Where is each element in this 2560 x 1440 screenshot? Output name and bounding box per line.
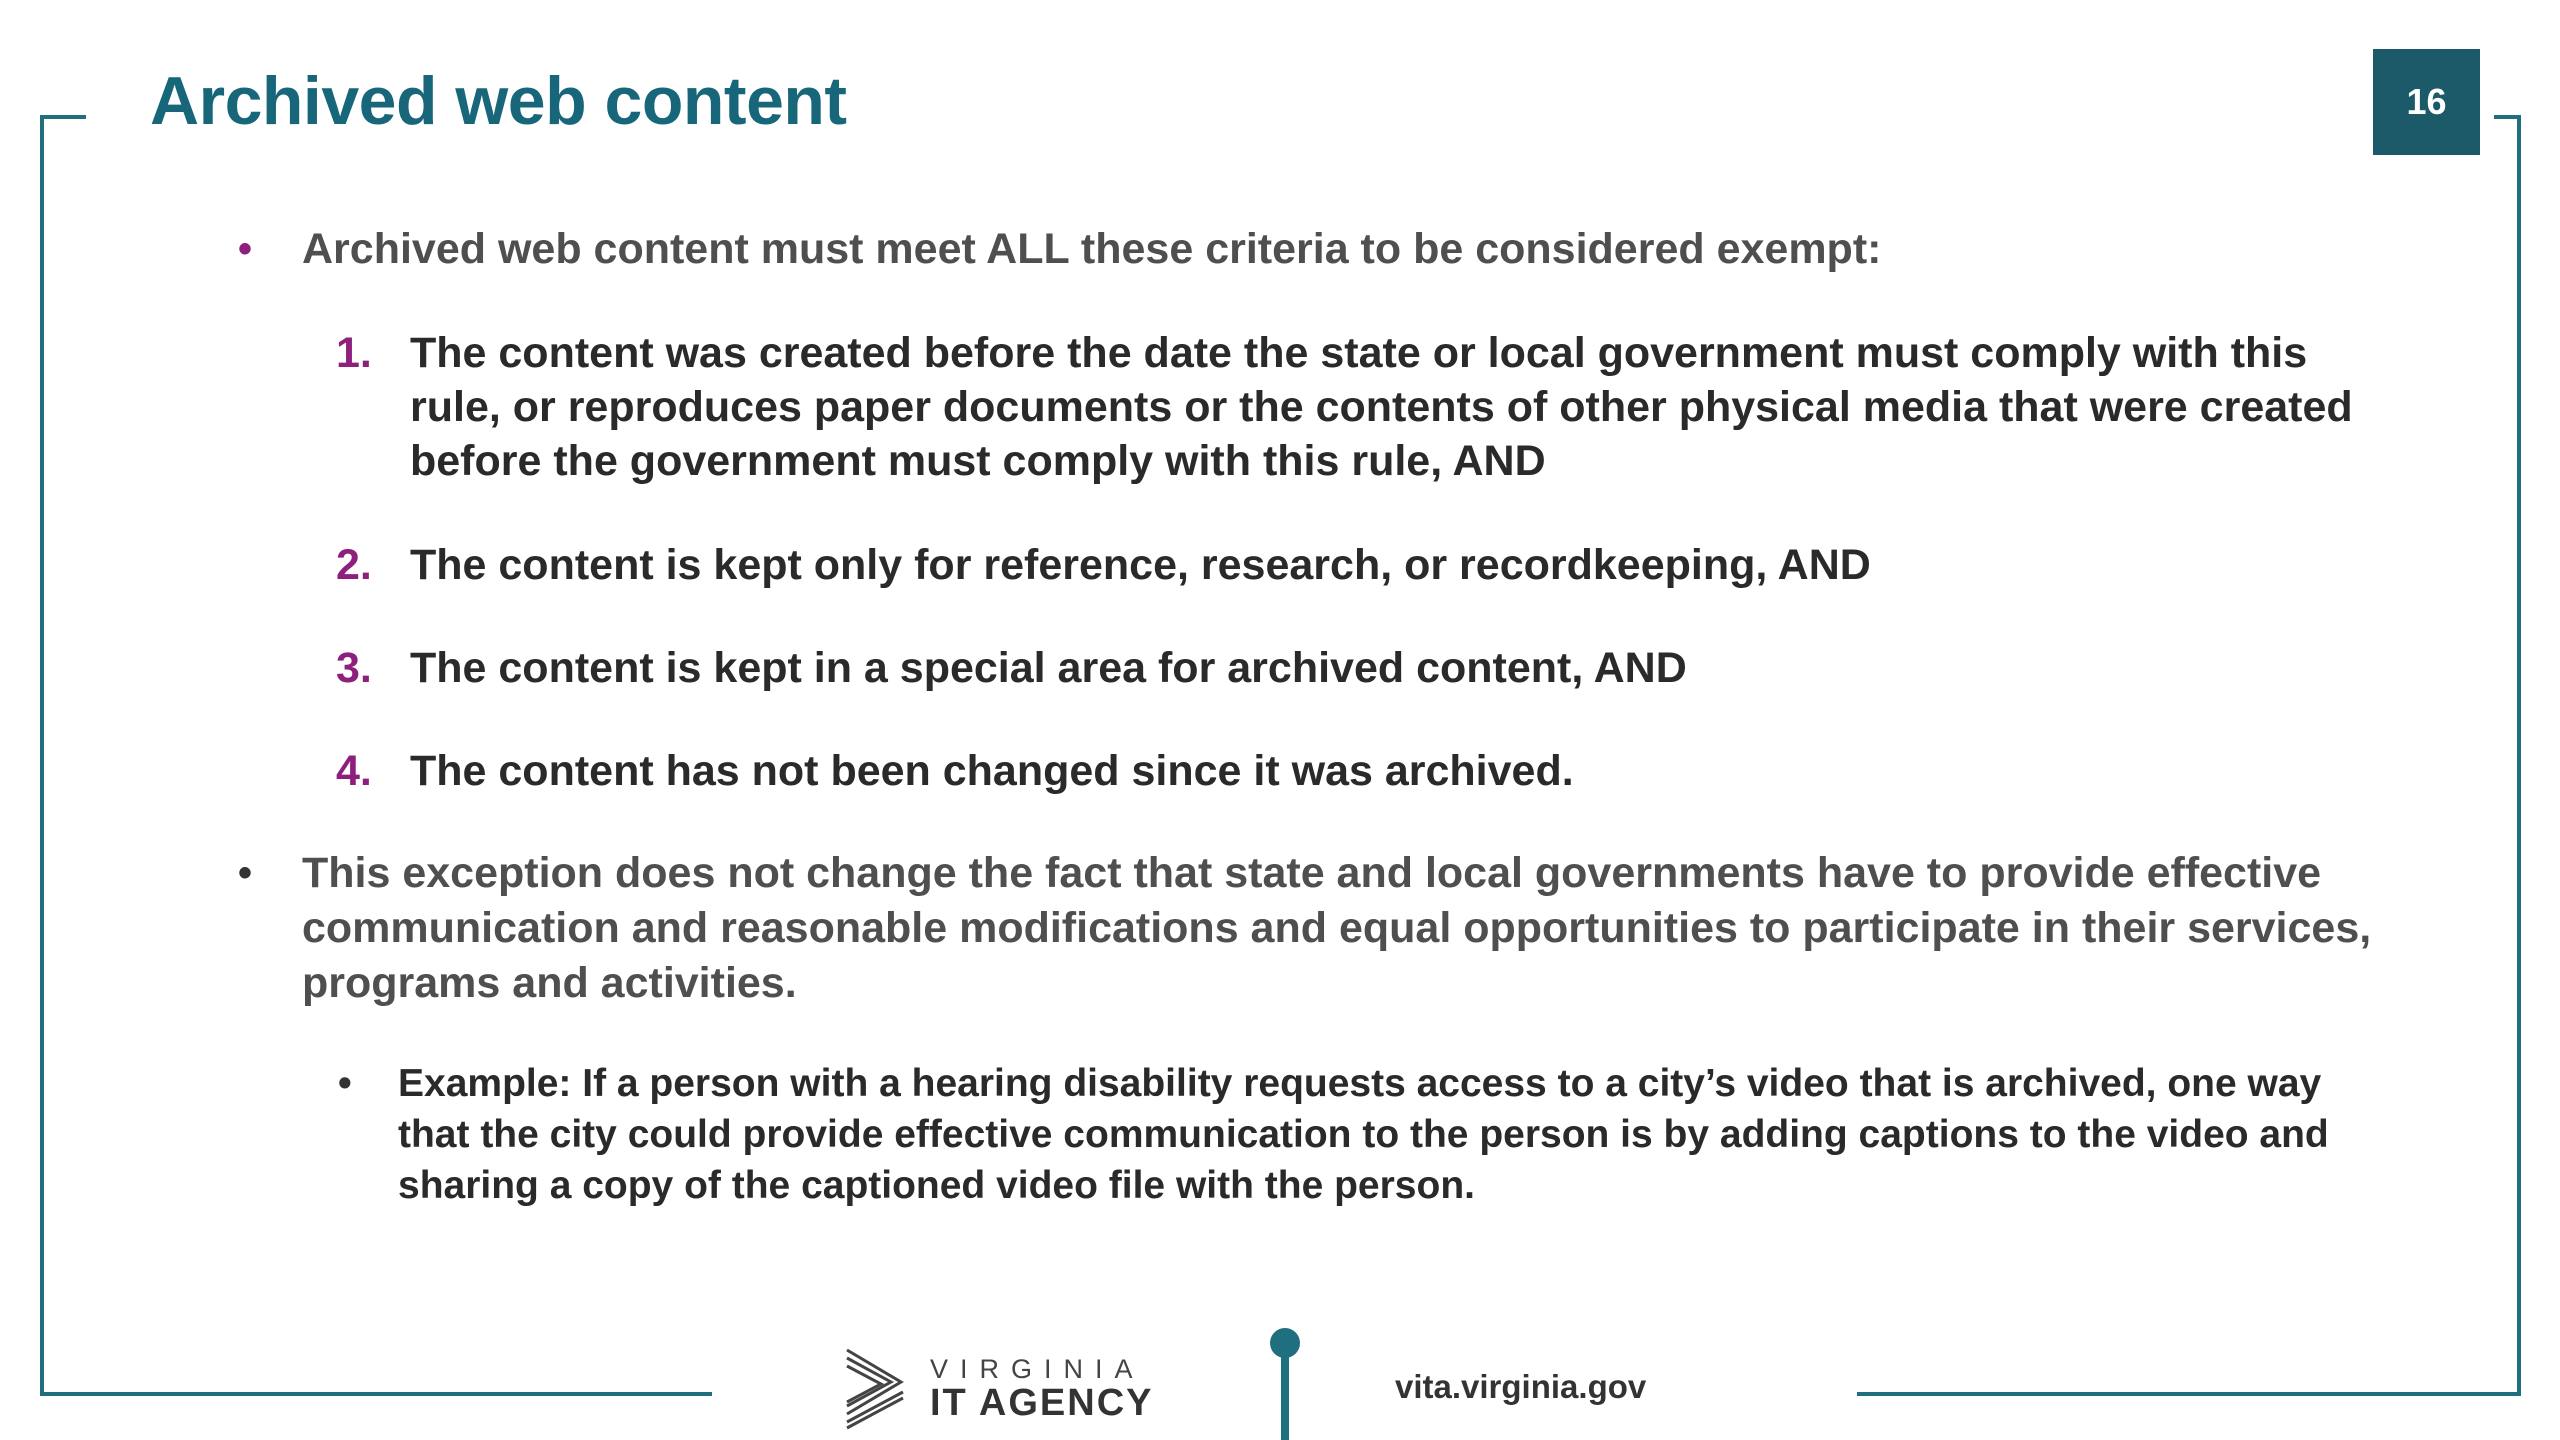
logo-text-virginia: VIRGINIA [930,1354,1145,1384]
bullet-marker: • [238,227,253,271]
criterion-number: 3. [336,644,372,692]
criterion-item-3 [336,641,2386,695]
criterion-item-2 [336,538,2386,592]
bullet-exception-note [238,846,2378,1011]
frame-bottom-right [1857,1392,2521,1396]
criterion-number: 2. [336,541,372,589]
bullet-marker: • [238,851,253,895]
frame-right-vertical [2517,115,2521,1396]
criterion-text: The content has not been changed since it was archived. [410,747,1574,795]
frame-left-tick [40,115,86,119]
pin-divider-icon [1266,1326,1304,1440]
logo-text-it-agency: IT AGENCY [930,1382,1154,1424]
criterion-text: The content is kept only for reference, research, or recordkeeping, AND [410,541,1871,589]
sub-bullet-example [338,1058,2378,1211]
bullet-marker: • [338,1062,352,1105]
vita-logo-icon [845,1346,905,1430]
bullet-criteria-intro [238,222,2378,277]
bullet-text: This exception does not change the fact that state and local governments have to provide effective communication and reasonable modifications and equal opportunities to participate in their services, programs and activities. [302,849,2372,1007]
criterion-text: The content was created before the date the state or local government must comply with this rule, or reproduces paper documents or the contents of other physical media that were created before the government must comply with this rule, AND [410,329,2353,485]
example-text: Example: If a person with a hearing disability requests access to a city’s video that is archived, one way that the city could provide effective communication to the person is by adding captions to the video and sharing a copy of the captioned video file with the person. [398,1062,2329,1207]
criterion-text: The content is kept in a special area for archived content, AND [410,644,1687,692]
slide-title: Archived web content [150,63,847,139]
frame-left-vertical [40,115,44,1396]
frame-bottom-left [40,1392,712,1396]
criterion-item-4 [336,744,2386,798]
page-number-badge: 16 [2373,49,2480,155]
criterion-number: 4. [336,747,372,795]
criterion-number: 1. [336,329,372,377]
footer-url-link[interactable]: vita.virginia.gov [1395,1368,1647,1405]
criterion-item-1 [336,326,2386,488]
bullet-text: Archived web content must meet ALL these criteria to be considered exempt: [302,225,1882,273]
